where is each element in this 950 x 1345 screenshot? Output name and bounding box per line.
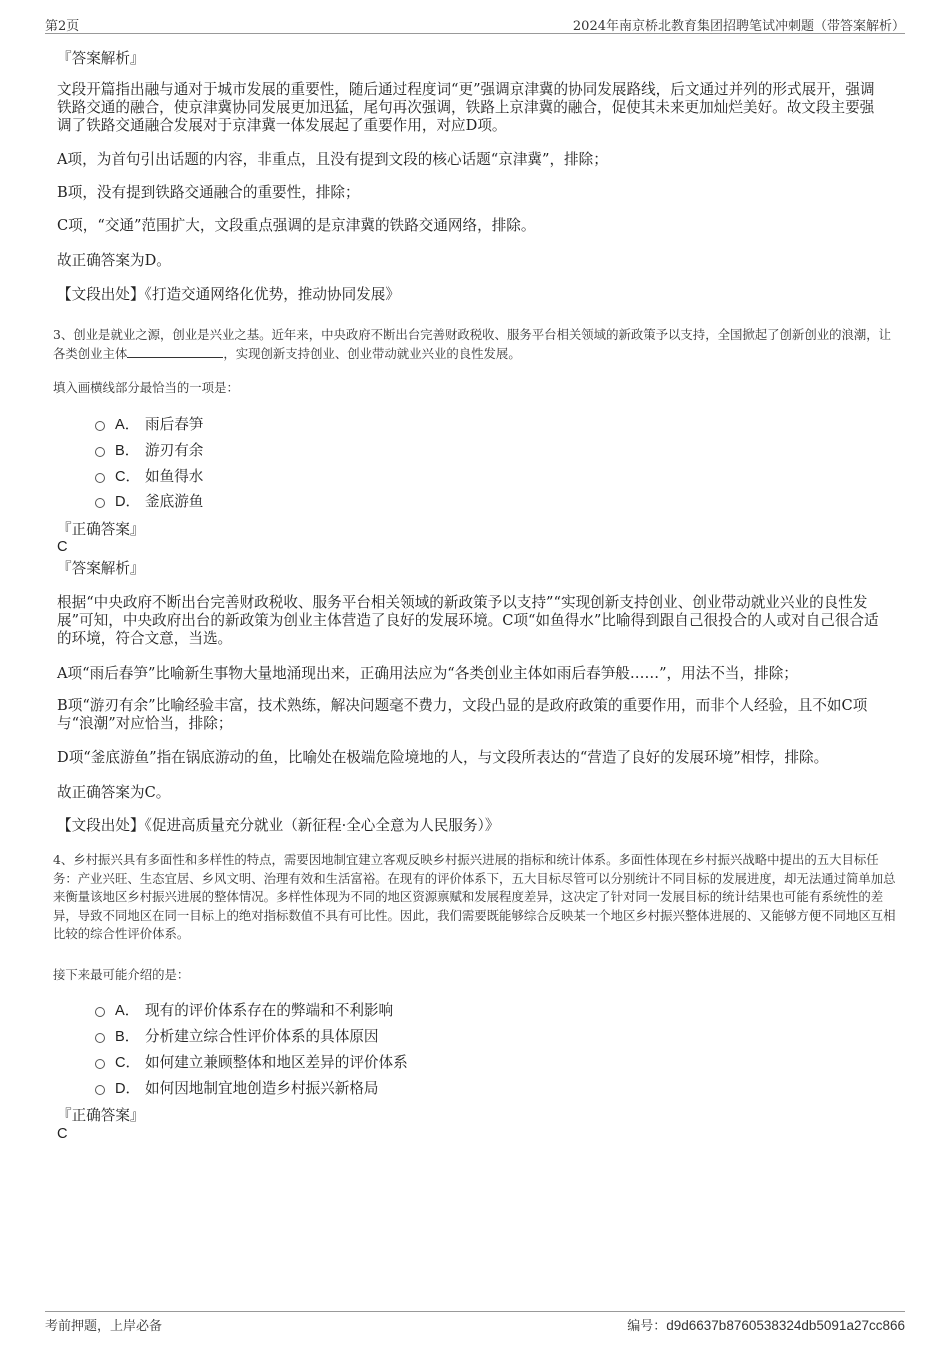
q4-answer-title: 『正确答案』 (57, 1107, 145, 1124)
q3-answer: C (57, 539, 68, 555)
radio-icon[interactable] (95, 1033, 105, 1043)
q4-prompt: 接下来最可能介绍的是： (53, 967, 190, 982)
q3-analysis-title: 『答案解析』 (57, 560, 145, 577)
q3-analysis-text: 根据“中央政府不断出台完善财政税收、服务平台相关领域的新政策予以支持”“实现创新支持创业、创业带动就业兴业的良性发展”可知，中央政府出台的新政策为创业主体营造了良好的发展环境。C项“如鱼得水”比喻得到跟自己很投合的人或对自己很合适的环境，符合文意，当选。 (57, 594, 879, 647)
radio-icon[interactable] (95, 498, 105, 508)
radio-icon[interactable] (95, 1007, 105, 1017)
q4-option-a[interactable]: A． 现有的评价体系存在的弊端和不利影响 (95, 999, 393, 1019)
q3-option-c[interactable]: C． 如鱼得水 (95, 465, 203, 485)
q3-text-before: 3、创业是就业之源，创业是兴业之基。近年来，中央政府不断出台完善财政税收、服务平台相关领域的新政策予以支持，全国掀起了创新创业的浪潮，让各类创业主体 (53, 327, 892, 361)
q3-question-text (53, 326, 898, 363)
q4-answer: C (57, 1126, 68, 1142)
q2-option-c-analysis: C项，“交通”范围扩大，文段重点强调的是京津冀的铁路交通网络，排除。 (57, 217, 536, 234)
q4-option-b[interactable]: B． 分析建立综合性评价体系的具体原因 (95, 1025, 379, 1045)
q3-text-after: ，实现创新支持创业、创业带动就业兴业的良性发展。 (223, 345, 521, 361)
page-footer (45, 1311, 905, 1336)
q3-fill-blank (127, 345, 223, 358)
radio-icon[interactable] (95, 1059, 105, 1069)
radio-icon[interactable] (95, 1085, 105, 1095)
q3-source: 【文段出处】《促进高质量充分就业（新征程·全心全意为人民服务）》 (57, 817, 500, 834)
q4-option-d[interactable]: D． 如何因地制宜地创造乡村振兴新格局 (95, 1077, 379, 1097)
q4-question-text: 4、乡村振兴具有多面性和多样性的特点，需要因地制宜建立客观反映乡村振兴进展的指标和统计体系。多面性体现在乡村振兴战略中提出的五大目标任务：产业兴旺、生态宜居、乡风文明、治理有效和生活富裕。在现有的评价体系下，五大目标尽管可以分别统计不同目标的发展进度，却无法通过简单加总来衡量该地区乡村振兴进展的整体情况。多样性体现为不同的地区资源禀赋和发展程度差异，这决定了针对同一发展目标的统计结果也可能有系统性的差异，导致不同地区在同一目标上的绝对指标数值不具有可比性。因此，我们需要既能够综合反映某一个地区乡村振兴整体进展的、又能够方便不同地区互相比较的综合性评价体系。 (53, 852, 896, 942)
q3-option-b-analysis: B项“游刃有余”比喻经验丰富，技术熟练，解决问题毫不费力，文段凸显的是政府政策的重要作用，而非个人经验，且不如C项与“浪潮”对应恰当，排除； (57, 697, 868, 732)
q2-option-b-analysis: B项，没有提到铁路交通融合的重要性，排除； (57, 184, 360, 201)
q3-option-a-analysis: A项“雨后春笋”比喻新生事物大量地涌现出来，正确用法应为“各类创业主体如雨后春笋般……”，用法不当，排除； (57, 665, 798, 682)
q2-analysis-text: 文段开篇指出融与通对于城市发展的重要性，随后通过程度词“更”强调京津冀的协同发展路线，后文通过并列的形式展开，强调铁路交通的融合，使京津冀协同发展更加迅猛，尾句再次强调，铁路上京津冀的融合，促使其未来更加灿烂美好。故文段主要强调了铁路交通融合发展对于京津冀一体发展起了重要作用，对应D项。 (57, 81, 875, 134)
document-title: 2024年南京桥北教育集团招聘笔试冲刺题（带答案解析） (572, 19, 905, 34)
q3-option-d[interactable]: D． 釜底游鱼 (95, 490, 203, 510)
q3-option-d-analysis: D项“釜底游鱼”指在锅底游动的鱼，比喻处在极端危险境地的人，与文段所表达的“营造了良好的发展环境”相悖，排除。 (57, 749, 829, 766)
q2-source: 【文段出处】《打造交通网络化优势，推动协同发展》 (57, 286, 400, 303)
q3-prompt: 填入画横线部分最恰当的一项是： (53, 380, 239, 395)
q4-option-c[interactable]: C． 如何建立兼顾整体和地区差异的评价体系 (95, 1051, 408, 1071)
page-header (45, 13, 905, 34)
q3-answer-title: 『正确答案』 (57, 521, 145, 538)
q3-option-a[interactable]: A． 雨后春笋 (95, 413, 203, 433)
q3-option-b[interactable]: B． 游刃有余 (95, 439, 203, 459)
q2-conclusion: 故正确答案为D。 (57, 252, 171, 269)
radio-icon[interactable] (95, 447, 105, 457)
q2-option-a-analysis: A项，为首句引出话题的内容，非重点，且没有提到文段的核心话题“京津冀”，排除； (57, 151, 608, 168)
radio-icon[interactable] (95, 421, 105, 431)
q2-analysis-title: 『答案解析』 (57, 50, 145, 67)
footer-code: 编号：d9d6637b8760538324db5091a27cc866 (627, 1318, 905, 1334)
footer-slogan: 考前押题，上岸必备 (45, 1319, 163, 1334)
page-number: 第2页 (45, 19, 80, 34)
q3-conclusion: 故正确答案为C。 (57, 784, 171, 801)
radio-icon[interactable] (95, 473, 105, 483)
